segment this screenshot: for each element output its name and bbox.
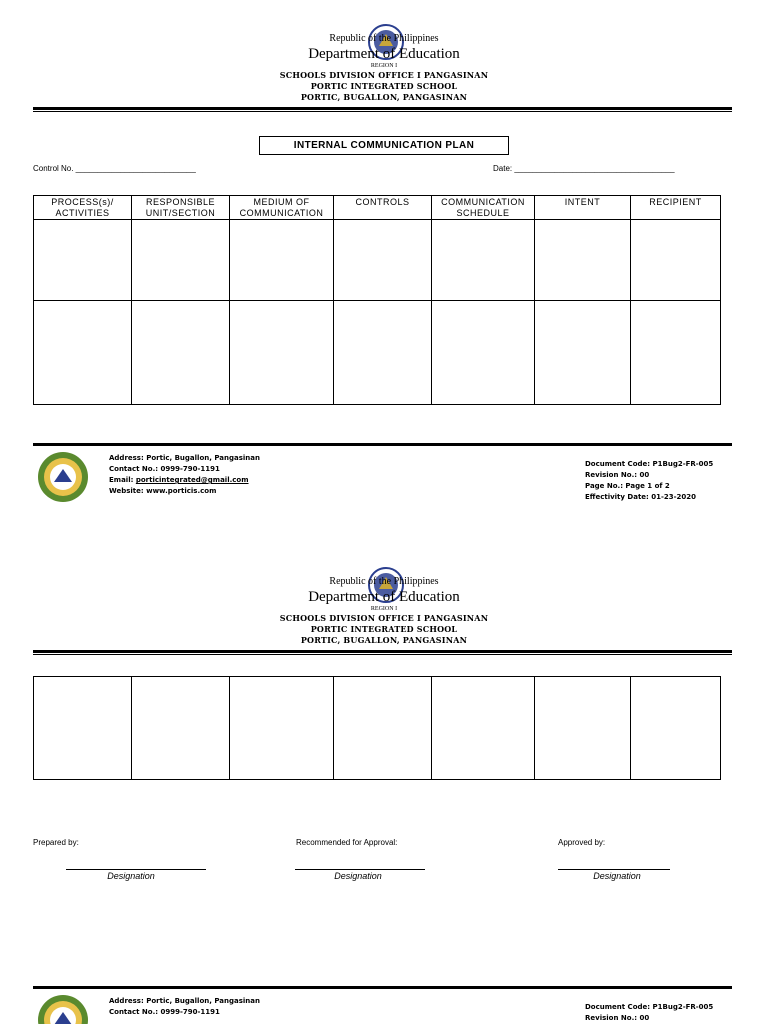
column-header: RESPONSIBLE UNIT/SECTION xyxy=(132,196,230,220)
effectivity-date: Effectivity Date: 01-23-2020 xyxy=(585,493,697,501)
approved-designation: Designation xyxy=(593,871,641,881)
footer-email-row: Email: porticintegrated@gmail.com xyxy=(109,476,249,484)
recommended-label: Recommended for Approval: xyxy=(296,838,398,847)
column-header: MEDIUM OF COMMUNICATION xyxy=(230,196,334,220)
address-text: PORTIC, BUGALLON, PANGASINAN xyxy=(300,635,468,645)
department-text: Department of Education xyxy=(308,46,460,62)
email-link[interactable]: porticintegrated@gmail.com xyxy=(135,476,249,484)
footer-contact-info xyxy=(109,996,260,1024)
prepared-designation: Designation xyxy=(107,871,155,881)
footer-address: Address: Portic, Bugallon, Pangasinan xyxy=(109,454,260,462)
division-text: SCHOOLS DIVISION OFFICE I PANGASINAN xyxy=(279,70,489,80)
prepared-signature-line[interactable] xyxy=(66,869,206,870)
date-label: Date: ____________________________________ xyxy=(493,164,675,173)
footer-rule xyxy=(33,443,732,446)
footer-contact-info xyxy=(109,453,260,497)
school-logo-icon xyxy=(37,451,89,503)
header-rule xyxy=(33,107,732,110)
form-title: INTERNAL COMMUNICATION PLAN xyxy=(259,136,509,155)
address-text: PORTIC, BUGALLON, PANGASINAN xyxy=(300,92,468,102)
column-header: CONTROLS xyxy=(334,196,432,220)
communication-plan-table xyxy=(33,195,721,405)
document-info xyxy=(585,1002,713,1024)
prepared-by-label: Prepared by: xyxy=(33,838,79,847)
department-text: Department of Education xyxy=(308,589,460,605)
seal-text: REGION I xyxy=(370,606,398,612)
recommended-signature-line[interactable] xyxy=(295,869,425,870)
division-text: SCHOOLS DIVISION OFFICE I PANGASINAN xyxy=(279,613,489,623)
republic-text: Republic of the Philippines xyxy=(329,576,439,587)
school-text: PORTIC INTEGRATED SCHOOL xyxy=(310,81,458,91)
control-no-label: Control No. ___________________________ xyxy=(33,164,196,173)
footer-contact: Contact No.: 0999-790-1191 xyxy=(109,1008,220,1016)
header-rule xyxy=(33,650,732,653)
header-rule-thin xyxy=(33,654,732,655)
header-rule-thin xyxy=(33,111,732,112)
footer-address: Address: Portic, Bugallon, Pangasinan xyxy=(109,997,260,1005)
revision-no: Revision No.: 00 xyxy=(585,1014,650,1022)
document-code: Document Code: P1Bug2-FR-005 xyxy=(585,460,714,468)
page1-header xyxy=(0,33,768,103)
table-row xyxy=(34,220,721,301)
school-logo-icon xyxy=(37,994,89,1024)
table-header-row xyxy=(34,196,721,220)
page2-header xyxy=(0,576,768,646)
republic-text: Republic of the Philippines xyxy=(329,33,439,44)
document-info xyxy=(585,459,713,503)
column-header: INTENT xyxy=(535,196,631,220)
footer-website[interactable]: Website: www.porticis.com xyxy=(109,487,217,495)
column-header: COMMUNICATION SCHEDULE xyxy=(432,196,535,220)
table-row xyxy=(34,677,721,780)
approved-by-label: Approved by: xyxy=(558,838,606,847)
school-text: PORTIC INTEGRATED SCHOOL xyxy=(310,624,458,634)
column-header: PROCESS(s)/ ACTIVITIES xyxy=(34,196,132,220)
table-row xyxy=(34,301,721,405)
column-header: RECIPIENT xyxy=(631,196,721,220)
footer-rule xyxy=(33,986,732,989)
seal-text: REGION I xyxy=(370,63,398,69)
approved-signature-line[interactable] xyxy=(558,869,670,870)
page-no: Page No.: Page 1 of 2 xyxy=(585,482,670,490)
document-code: Document Code: P1Bug2-FR-005 xyxy=(585,1003,714,1011)
revision-no: Revision No.: 00 xyxy=(585,471,650,479)
communication-plan-table-continued xyxy=(33,676,721,780)
footer-contact: Contact No.: 0999-790-1191 xyxy=(109,465,220,473)
recommended-designation: Designation xyxy=(334,871,382,881)
